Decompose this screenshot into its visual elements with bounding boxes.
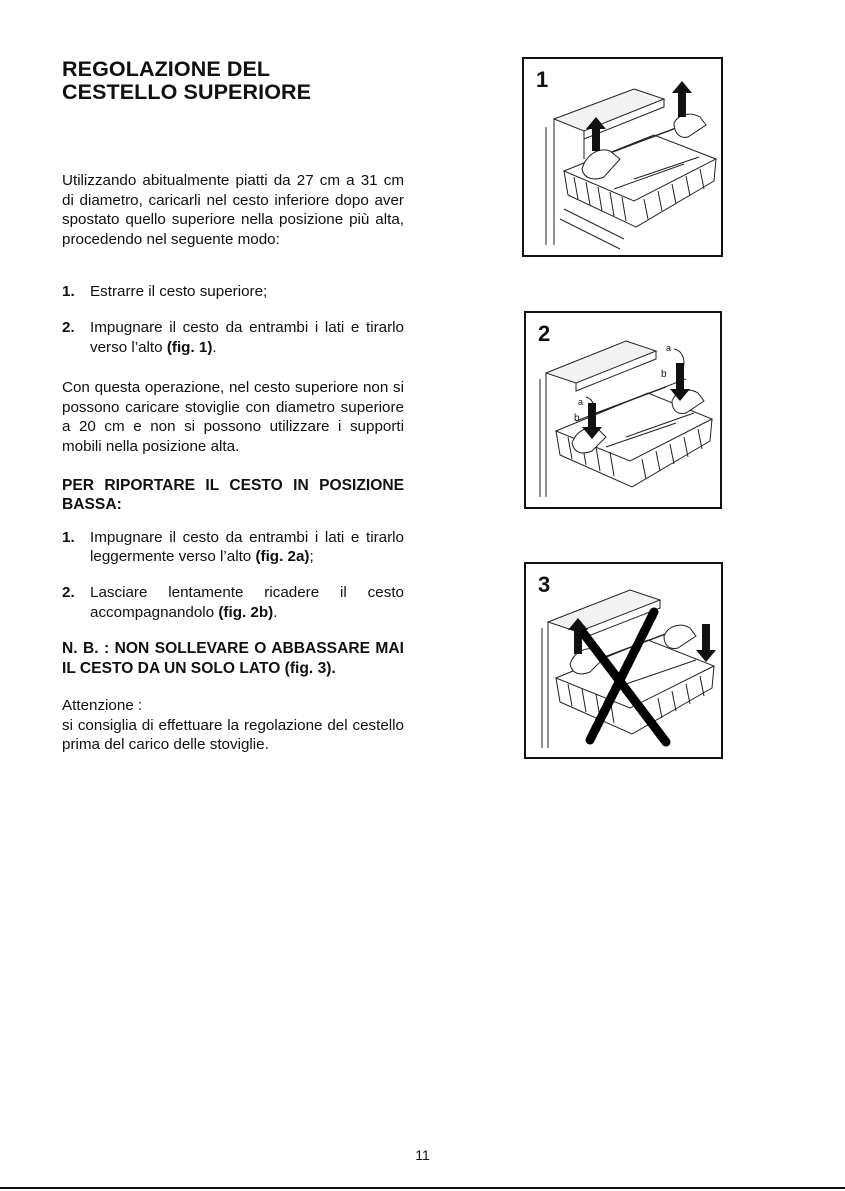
step-number: 1. xyxy=(62,283,75,301)
figure-reference: (fig. 2b) xyxy=(218,603,274,621)
figure-number: 2 xyxy=(538,321,551,346)
lower-steps-list xyxy=(62,528,404,622)
figure-2-illustration xyxy=(526,313,720,507)
bottom-rule xyxy=(0,1187,845,1189)
figure-label-b: b xyxy=(574,413,580,424)
attention-text: si consiglia di effettuare la regolazione del cestello prima del carico delle stoviglie. xyxy=(62,716,404,754)
step-number: 2. xyxy=(62,583,75,601)
figure-3-illustration xyxy=(526,564,721,757)
step-number: 1. xyxy=(62,528,75,546)
text-column xyxy=(62,58,404,755)
figure-label-b: b xyxy=(661,369,667,380)
figure-reference: (fig. 2a) xyxy=(255,548,310,566)
figure-label-a: a xyxy=(666,343,672,353)
figure-1-illustration xyxy=(524,59,721,255)
figure-number: 3 xyxy=(538,572,551,597)
figure-1 xyxy=(522,57,723,257)
figure-label-a: a xyxy=(578,397,584,407)
step-tail: . xyxy=(212,338,217,356)
title-line-2: CESTELLO SUPERIORE xyxy=(62,80,312,104)
attention-block xyxy=(62,696,404,755)
figure-number: 1 xyxy=(536,67,549,92)
lower-position-heading: PER RIPORTARE IL CESTO IN POSIZIONE BASSA: xyxy=(62,476,404,514)
figure-reference: (fig. 1) xyxy=(166,338,213,356)
note-paragraph: Con questa operazione, nel cesto superiore non si possono caricare stoviglie con diametro superiore a 20 cm e non si possono utilizzare i supporti mobili nella posizione alta. xyxy=(62,379,404,455)
attention-label: Attenzione : xyxy=(62,697,143,715)
step-tail: . xyxy=(273,603,278,621)
list-item xyxy=(62,583,404,622)
intro-paragraph: Utilizzando abitualmente piatti da 27 cm a 31 cm di diametro, caricarli nel cesto inferiore dopo aver spostato quello superiore nella posizione più alta, procedendo nel seguente modo: xyxy=(62,172,404,248)
step-text: Impugnare il cesto da entrambi i lati e tirarlo verso l’alto xyxy=(90,318,404,356)
list-item xyxy=(62,282,404,302)
step-tail: ; xyxy=(309,548,314,566)
step-text: Estrarre il cesto superiore; xyxy=(90,283,268,301)
steps-list xyxy=(62,282,404,357)
list-item xyxy=(62,318,404,357)
figure-2 xyxy=(524,311,722,509)
step-text: Impugnare il cesto da entrambi i lati e tirarlo leggermente verso l’alto xyxy=(90,528,404,566)
figure-3 xyxy=(524,562,723,759)
page-title xyxy=(62,58,404,104)
list-item xyxy=(62,528,404,567)
step-number: 2. xyxy=(62,318,75,336)
step-text: Lasciare lentamente ricadere il cesto accompagnandolo xyxy=(90,583,404,621)
page-number: 11 xyxy=(415,1147,430,1163)
title-line-1: REGOLAZIONE DEL xyxy=(62,57,271,81)
warning-note: N. B. : NON SOLLEVARE O ABBASSARE MAI IL CESTO DA UN SOLO LATO (fig. 3). xyxy=(62,640,404,677)
